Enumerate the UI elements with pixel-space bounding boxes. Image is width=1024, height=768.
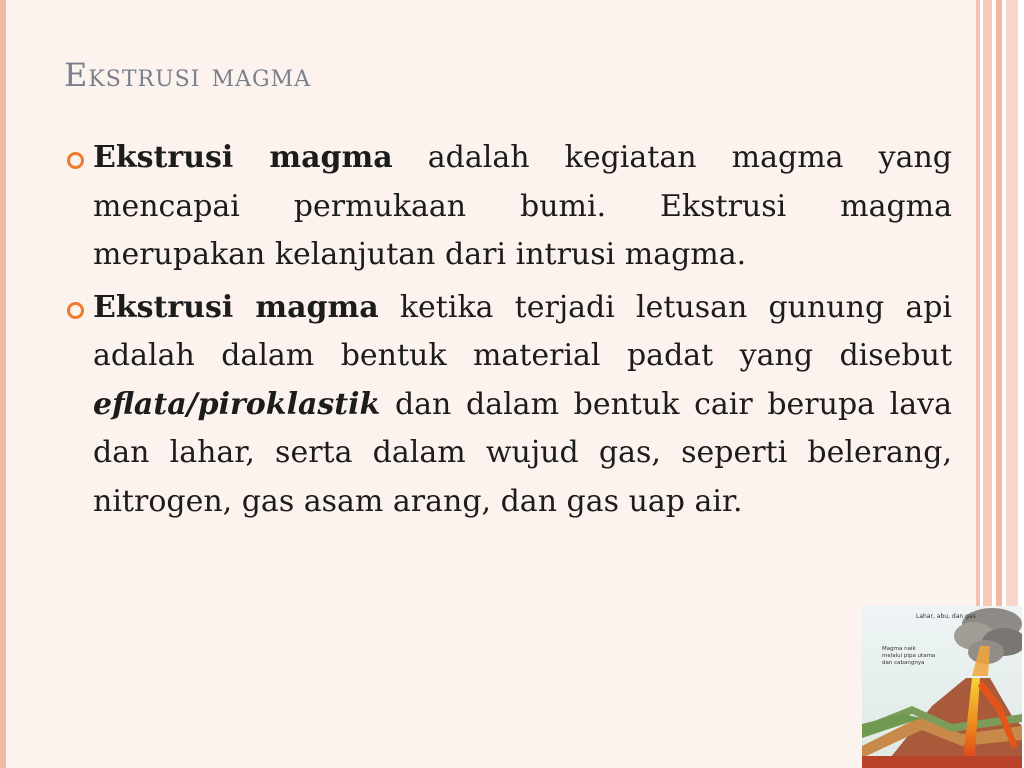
- bullet-ring-icon: [67, 152, 84, 169]
- bullet-emphasis: eflata/piroklastik: [93, 386, 381, 422]
- bullet-term: Ekstrusi magma: [93, 140, 393, 175]
- bullet-term: Ekstrusi magma: [93, 289, 379, 325]
- bullet-list: [64, 134, 952, 526]
- bullet-item: [64, 284, 952, 527]
- bullet-text: ketika terjadi letusan gunung api adalah dalam bentuk material padat yang disebut: [93, 289, 953, 373]
- bullet-text: adalah kegiatan magma yang mencapai permukaan bumi. Ekstrusi magma merupakan kelanjutan dari intrusi magma.: [93, 140, 953, 272]
- volcano-illustration: [862, 606, 1022, 768]
- bullet-ring-icon: [67, 302, 84, 319]
- volcano-diagram: [862, 606, 1022, 768]
- label-side-line: melalui pipa utama: [882, 653, 936, 659]
- label-side-line: dan cabangnya: [882, 660, 925, 666]
- magma-chamber: [862, 756, 1022, 768]
- bullet-item: [64, 134, 952, 280]
- slide-title: Ekstrusi magma: [64, 56, 311, 94]
- label-side-line: Magma naik: [882, 646, 916, 652]
- label-top: Lahar, abu, dan gas: [916, 613, 976, 620]
- bullet-text: dan dalam bentuk cair berupa lava dan lahar, serta dalam wujud gas, seperti belerang, nitrogen, gas asam arang, dan gas uap air.: [93, 386, 952, 519]
